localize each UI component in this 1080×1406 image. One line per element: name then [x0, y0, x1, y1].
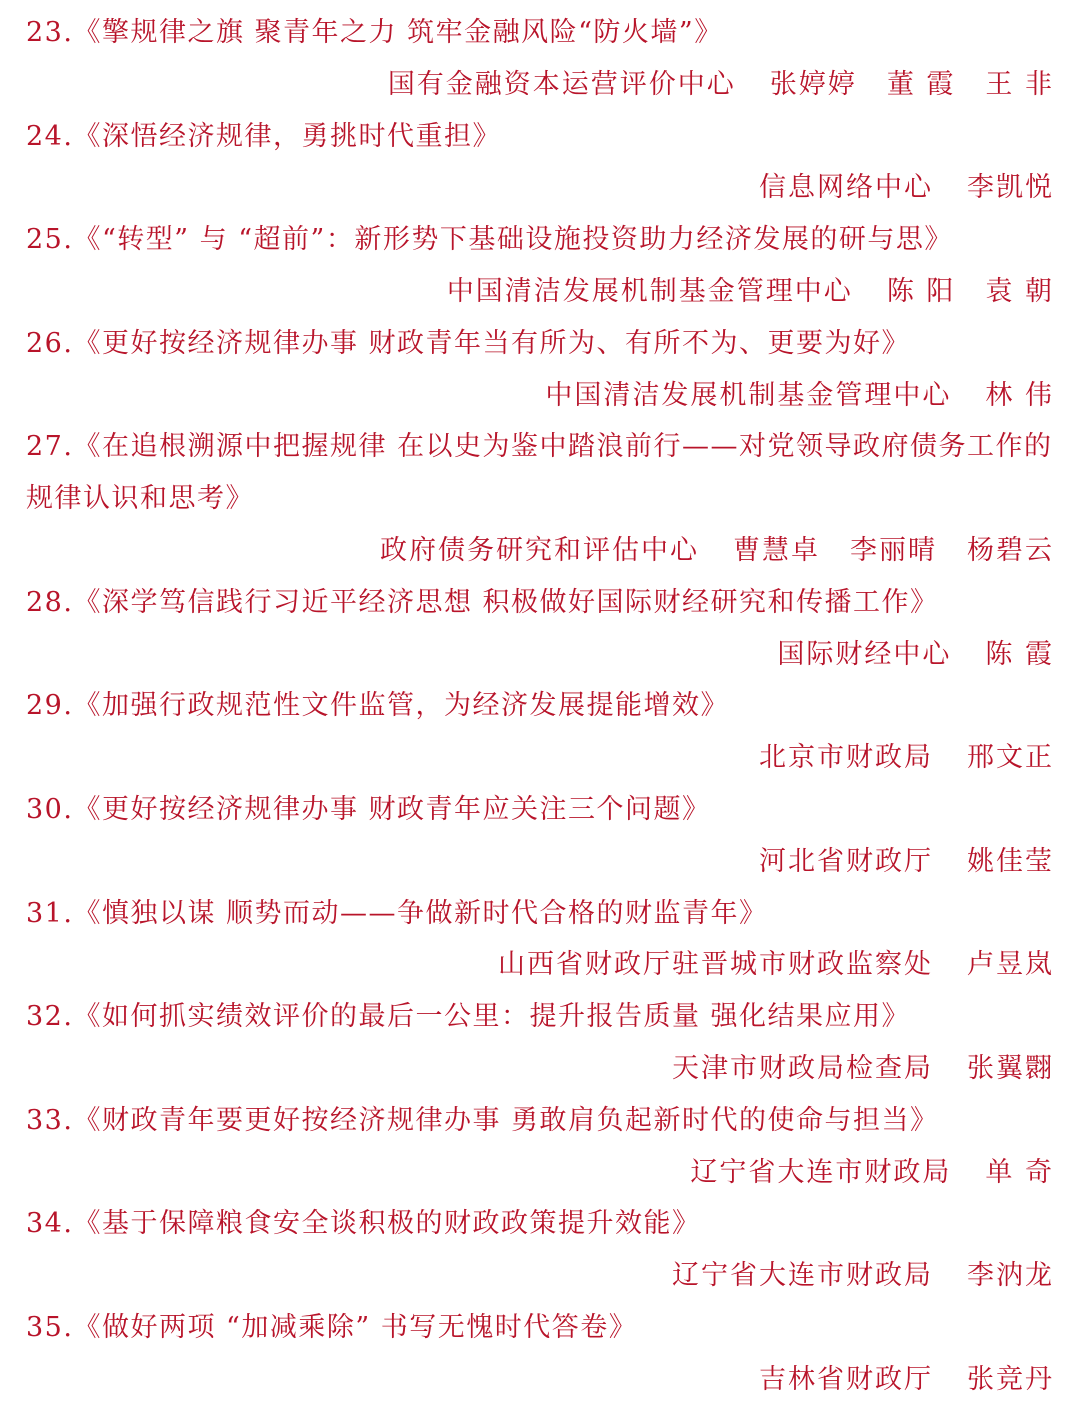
author-unit: 山西省财政厅驻晋城市财政监察处	[498, 949, 933, 981]
document-body	[26, 7, 1054, 1406]
entry-author-line	[26, 1354, 1054, 1406]
entry-author-line	[26, 525, 1054, 577]
author-name: 杨碧云	[967, 534, 1054, 566]
entry-title: 27.《在追根溯源中把握规律 在以史为鉴中踏浪前行——对党领导政府债务工作的	[26, 431, 1053, 463]
entry-title: 24.《深悟经济规律，勇挑时代重担》	[26, 120, 501, 152]
entry-title: 23.《擎规律之旗 聚青年之力 筑牢金融风险“防火墙”》	[26, 17, 723, 48]
author-name: 李凯悦	[967, 172, 1054, 204]
entry-title: 31.《慎独以谋 顺势而动——争做新时代合格的财监青年》	[26, 897, 768, 929]
author-unit: 信息网络中心	[759, 172, 933, 204]
author-unit: 中国清洁发展机制基金管理中心	[446, 275, 853, 307]
author-name: 张翼翾	[967, 1052, 1054, 1084]
author-name: 董 霞	[886, 68, 956, 100]
author-name: 单 奇	[985, 1156, 1054, 1188]
author-unit: 辽宁省大连市财政局	[672, 1260, 933, 1292]
author-unit: 天津市财政局检查局	[672, 1052, 933, 1084]
entry-title: 28.《深学笃信践行习近平经济思想 积极做好国际财经研究和传播工作》	[26, 586, 939, 618]
entry-title: 32.《如何抓实绩效评价的最后一公里：提升报告质量 强化结果应用》	[26, 1001, 911, 1033]
author-name: 曹慧卓	[733, 534, 820, 566]
author-unit: 政府债务研究和评估中心	[380, 534, 699, 566]
entry-author-line	[26, 370, 1054, 422]
author-unit: 国际财经中心	[777, 638, 952, 670]
author-unit: 国有金融资本运营评价中心	[387, 68, 736, 100]
author-name: 王 非	[985, 68, 1054, 100]
author-name: 袁 朝	[985, 275, 1054, 307]
author-name: 邢文正	[967, 742, 1054, 774]
author-unit: 辽宁省大连市财政局	[690, 1156, 952, 1188]
author-name: 卢昱岚	[967, 949, 1054, 981]
entry-author-line	[26, 266, 1054, 318]
entry-author-line	[26, 732, 1054, 784]
entry-author-line	[26, 629, 1054, 681]
author-unit: 中国清洁发展机制基金管理中心	[545, 379, 952, 411]
author-unit: 吉林省财政厅	[759, 1363, 933, 1395]
entry-author-line	[26, 836, 1054, 888]
author-name: 姚佳莹	[967, 845, 1054, 877]
entry-author-line	[26, 1147, 1054, 1199]
entry-title: 30.《更好按经济规律办事 财政青年应关注三个问题》	[26, 793, 711, 825]
entry-title: 25.《“转型” 与 “超前”：新形势下基础设施投资助力经济发展的研与思》	[26, 224, 953, 256]
entry-author-line	[26, 59, 1054, 111]
author-name: 陈 霞	[985, 638, 1054, 670]
entry-title: 33.《财政青年要更好按经济规律办事 勇敢肩负起新时代的使命与担当》	[26, 1104, 939, 1136]
author-unit: 河北省财政厅	[759, 845, 933, 877]
author-name: 张婷婷	[769, 68, 857, 100]
entry-title: 26.《更好按经济规律办事 财政青年当有所为、有所不为、更要为好》	[26, 327, 911, 359]
entry-title: 35.《做好两项 “加减乘除” 书写无愧时代答卷》	[26, 1311, 638, 1343]
entry-title: 29.《加强行政规范性文件监管，为经济发展提能增效》	[26, 690, 729, 722]
author-name: 李汭龙	[967, 1260, 1054, 1292]
entry-author-line	[26, 162, 1054, 214]
author-name: 陈 阳	[886, 275, 956, 307]
author-name: 张竞丹	[967, 1363, 1054, 1395]
author-name: 李丽晴	[850, 534, 937, 566]
author-unit: 北京市财政局	[759, 742, 933, 774]
entry-title-continuation: 规律认识和思考》	[26, 483, 254, 515]
entry-author-line	[26, 1043, 1054, 1095]
entry-author-line	[26, 939, 1054, 991]
entry-title: 34.《基于保障粮食安全谈积极的财政政策提升效能》	[26, 1208, 701, 1240]
author-name: 林 伟	[985, 379, 1054, 411]
entry-author-line	[26, 1250, 1054, 1302]
